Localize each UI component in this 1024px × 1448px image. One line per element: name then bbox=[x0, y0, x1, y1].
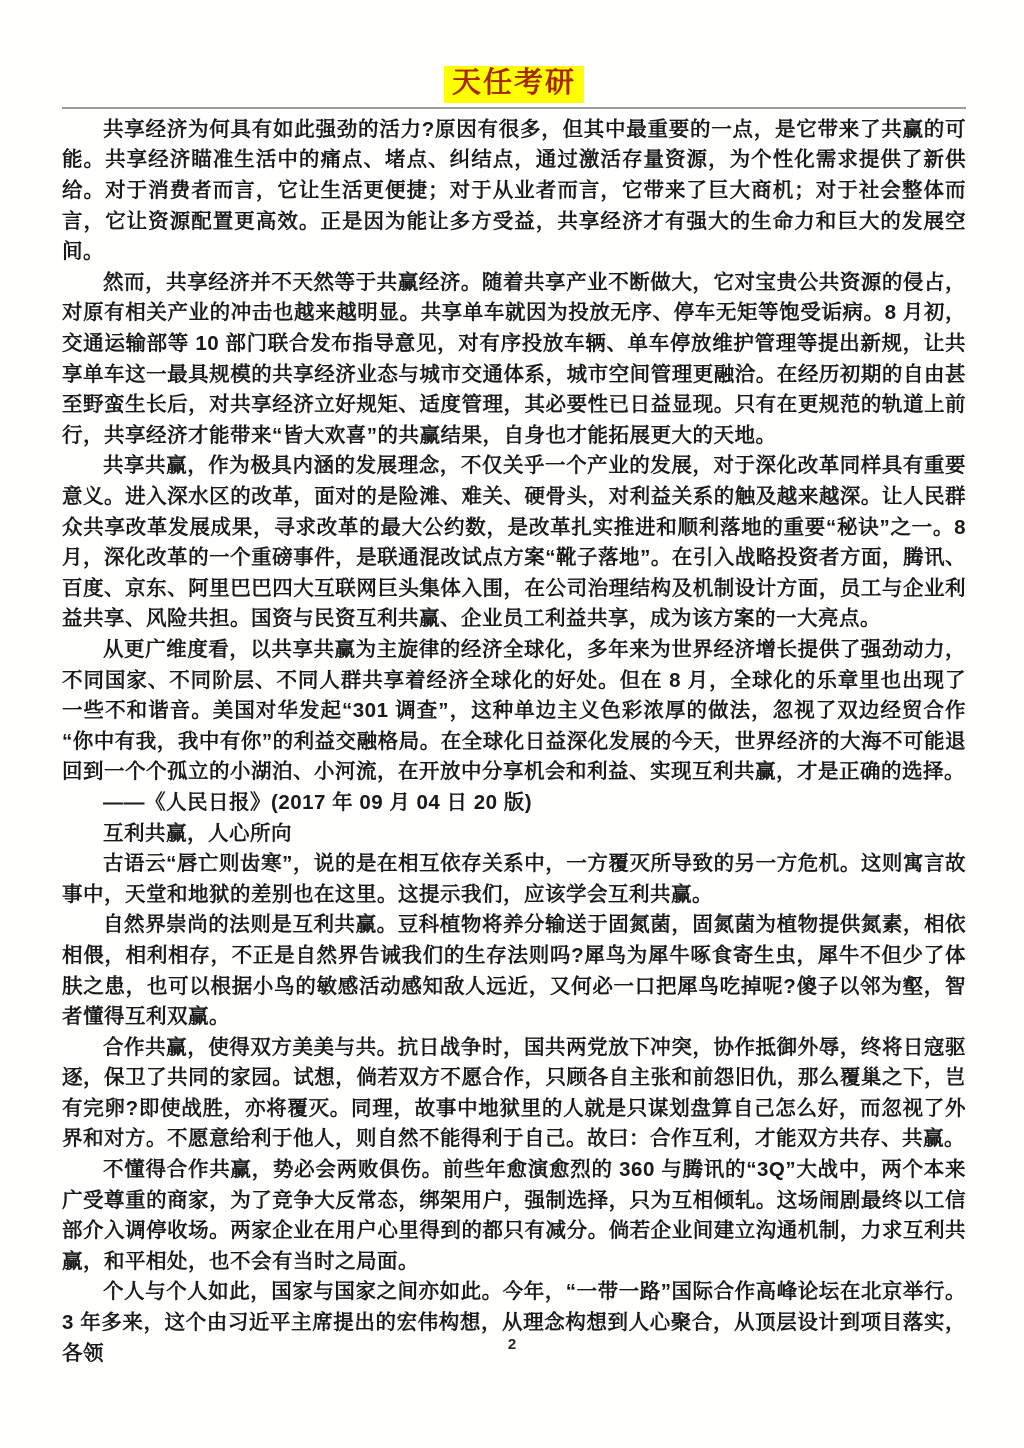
header-divider bbox=[62, 107, 966, 109]
article-paragraph: 共享共赢，作为极具内涵的发展理念，不仅关乎一个产业的发展，对于深化改革同样具有重要意义。进入深水区的改革，面对的是险滩、难关、硬骨头，对利益关系的触及越来越深。让人民群众共享改革发展成果，寻求改革的最大公约数，是改革扎实推进和顺利落地的重要“秘诀”之一。8 月，深化改革的一个重磅事件，是联通混改试点方案“靴子落地”。在引入战略投资者方面，腾讯、百度、京东、阿里巴巴四大互联网巨头集体入围，在公司治理结构及机制设计方面，员工与企业利益共享、风险共担。国资与民资互利共赢、企业员工利益共享，成为该方案的一大亮点。 bbox=[62, 454, 966, 631]
essay-title: 互利共赢，人心所向 bbox=[103, 821, 292, 845]
essay-paragraph: 古语云“唇亡则齿寒”，说的是在相互依存关系中，一方覆灭所导致的另一方危机。这则寓言故事中，天堂和地狱的差别也在这里。这提示我们，应该学会互利共赢。 bbox=[62, 852, 966, 906]
essay-paragraph: 不懂得合作共赢，势必会两败俱伤。前些年愈演愈烈的 360 与腾讯的“3Q”大战中，两个本来广受尊重的商家，为了竞争大反常态，绑架用户，强制选择，只为互相倾轧。这场闹剧最终以工信部介入调停收场。两家企业在用户心里得到的都只有减分。倘若企业间建立沟通机制，力求互利共赢，和平相处，也不会有当时之局面。 bbox=[62, 1158, 966, 1273]
article-paragraph: 然而，共享经济并不天然等于共赢经济。随着共享产业不断做大，它对宝贵公共资源的侵占，对原有相关产业的冲击也越来越明显。共享单车就因为投放无序、停车无矩等饱受诟病。8 月初，交通运输部等 10 部门联合发布指导意见，对有序投放车辆、单车停放维护管理等提出新规，让共享单车这一最具规模的共享经济业态与城市交通体系，城市空间管理更融洽。在经历初期的自由甚至野蛮生长后，对共享经济立好规矩、适度管理，其必要性已日益显现。只有在更规范的轨道上前行，共享经济才能带来“皆大欢喜”的共赢结果，自身也才能拓展更大的天地。 bbox=[62, 270, 966, 447]
essay-paragraph: 合作共赢，使得双方美美与共。抗日战争时，国共两党放下冲突，协作抵御外辱，终将日寇驱逐，保卫了共同的家园。试想，倘若双方不愿合作，只顾各自主张和前怨旧仇，那么覆巢之下，岂有完卵?即使战胜，亦将覆灭。同理，故事中地狱里的人就是只谋划盘算自己怎么好，而忽视了外界和对方。不愿意给利于他人，则自然不能得利于自己。故曰：合作互利，才能双方共存、共赢。 bbox=[62, 1035, 966, 1151]
article-paragraph: 共享经济为何具有如此强劲的活力?原因有很多，但其中最重要的一点，是它带来了共赢的可能。共享经济瞄准生活中的痛点、堵点、纠结点，通过激活存量资源，为个性化需求提供了新供给。对于消费者而言，它让生活更便捷；对于从业者而言，它带来了巨大商机；对于社会整体而言，它让资源配置更高效。正是因为能让多方受益，共享经济才有强大的生命力和巨大的发展空间。 bbox=[62, 117, 966, 264]
article-body bbox=[62, 115, 966, 1369]
brand-header bbox=[62, 66, 966, 103]
essay-paragraph: 个人与个人如此，国家与国家之间亦如此。今年，“一带一路”国际合作高峰论坛在北京举行。3 年多来，这个由习近平主席提出的宏伟构想，从理念构想到人心聚合，从顶层设计到项目落实，各领 bbox=[62, 1280, 966, 1365]
page-content bbox=[62, 66, 966, 1369]
essay-paragraph: 自然界崇尚的法则是互利共赢。豆科植物将养分输送于固氮菌，固氮菌为植物提供氮素，相依相偎，相利相存，不正是自然界告诫我们的生存法则吗?犀鸟为犀牛啄食寄生虫，犀牛不但少了体肤之患，也可以根据小鸟的敏感活动感知敌人远近，又何必一口把犀鸟吃掉呢?傻子以邻为壑，智者懂得互利双赢。 bbox=[62, 913, 966, 1029]
brand-logo-text: 天任考研 bbox=[444, 66, 584, 103]
article-paragraph: 从更广维度看，以共享共赢为主旋律的经济全球化，多年来为世界经济增长提供了强劲动力，不同国家、不同阶层、不同人群共享着经济全球化的好处。但在 8 月，全球化的乐章里也出现了一些不和谐音。美国对华发起“301 调查”，这种单边主义色彩浓厚的做法，忽视了双边经贸合作“你中有我，我中有你”的利益交融格局。在全球化日益深化发展的今天，世界经济的大海不可能退回到一个个孤立的小湖泊、小河流，在开放中分享机会和利益、实现互利共赢，才是正确的选择。 bbox=[62, 637, 966, 784]
source-attribution: ——《人民日报》(2017 年 09 月 04 日 20 版) bbox=[103, 790, 533, 814]
page-number: 2 bbox=[507, 1336, 517, 1353]
